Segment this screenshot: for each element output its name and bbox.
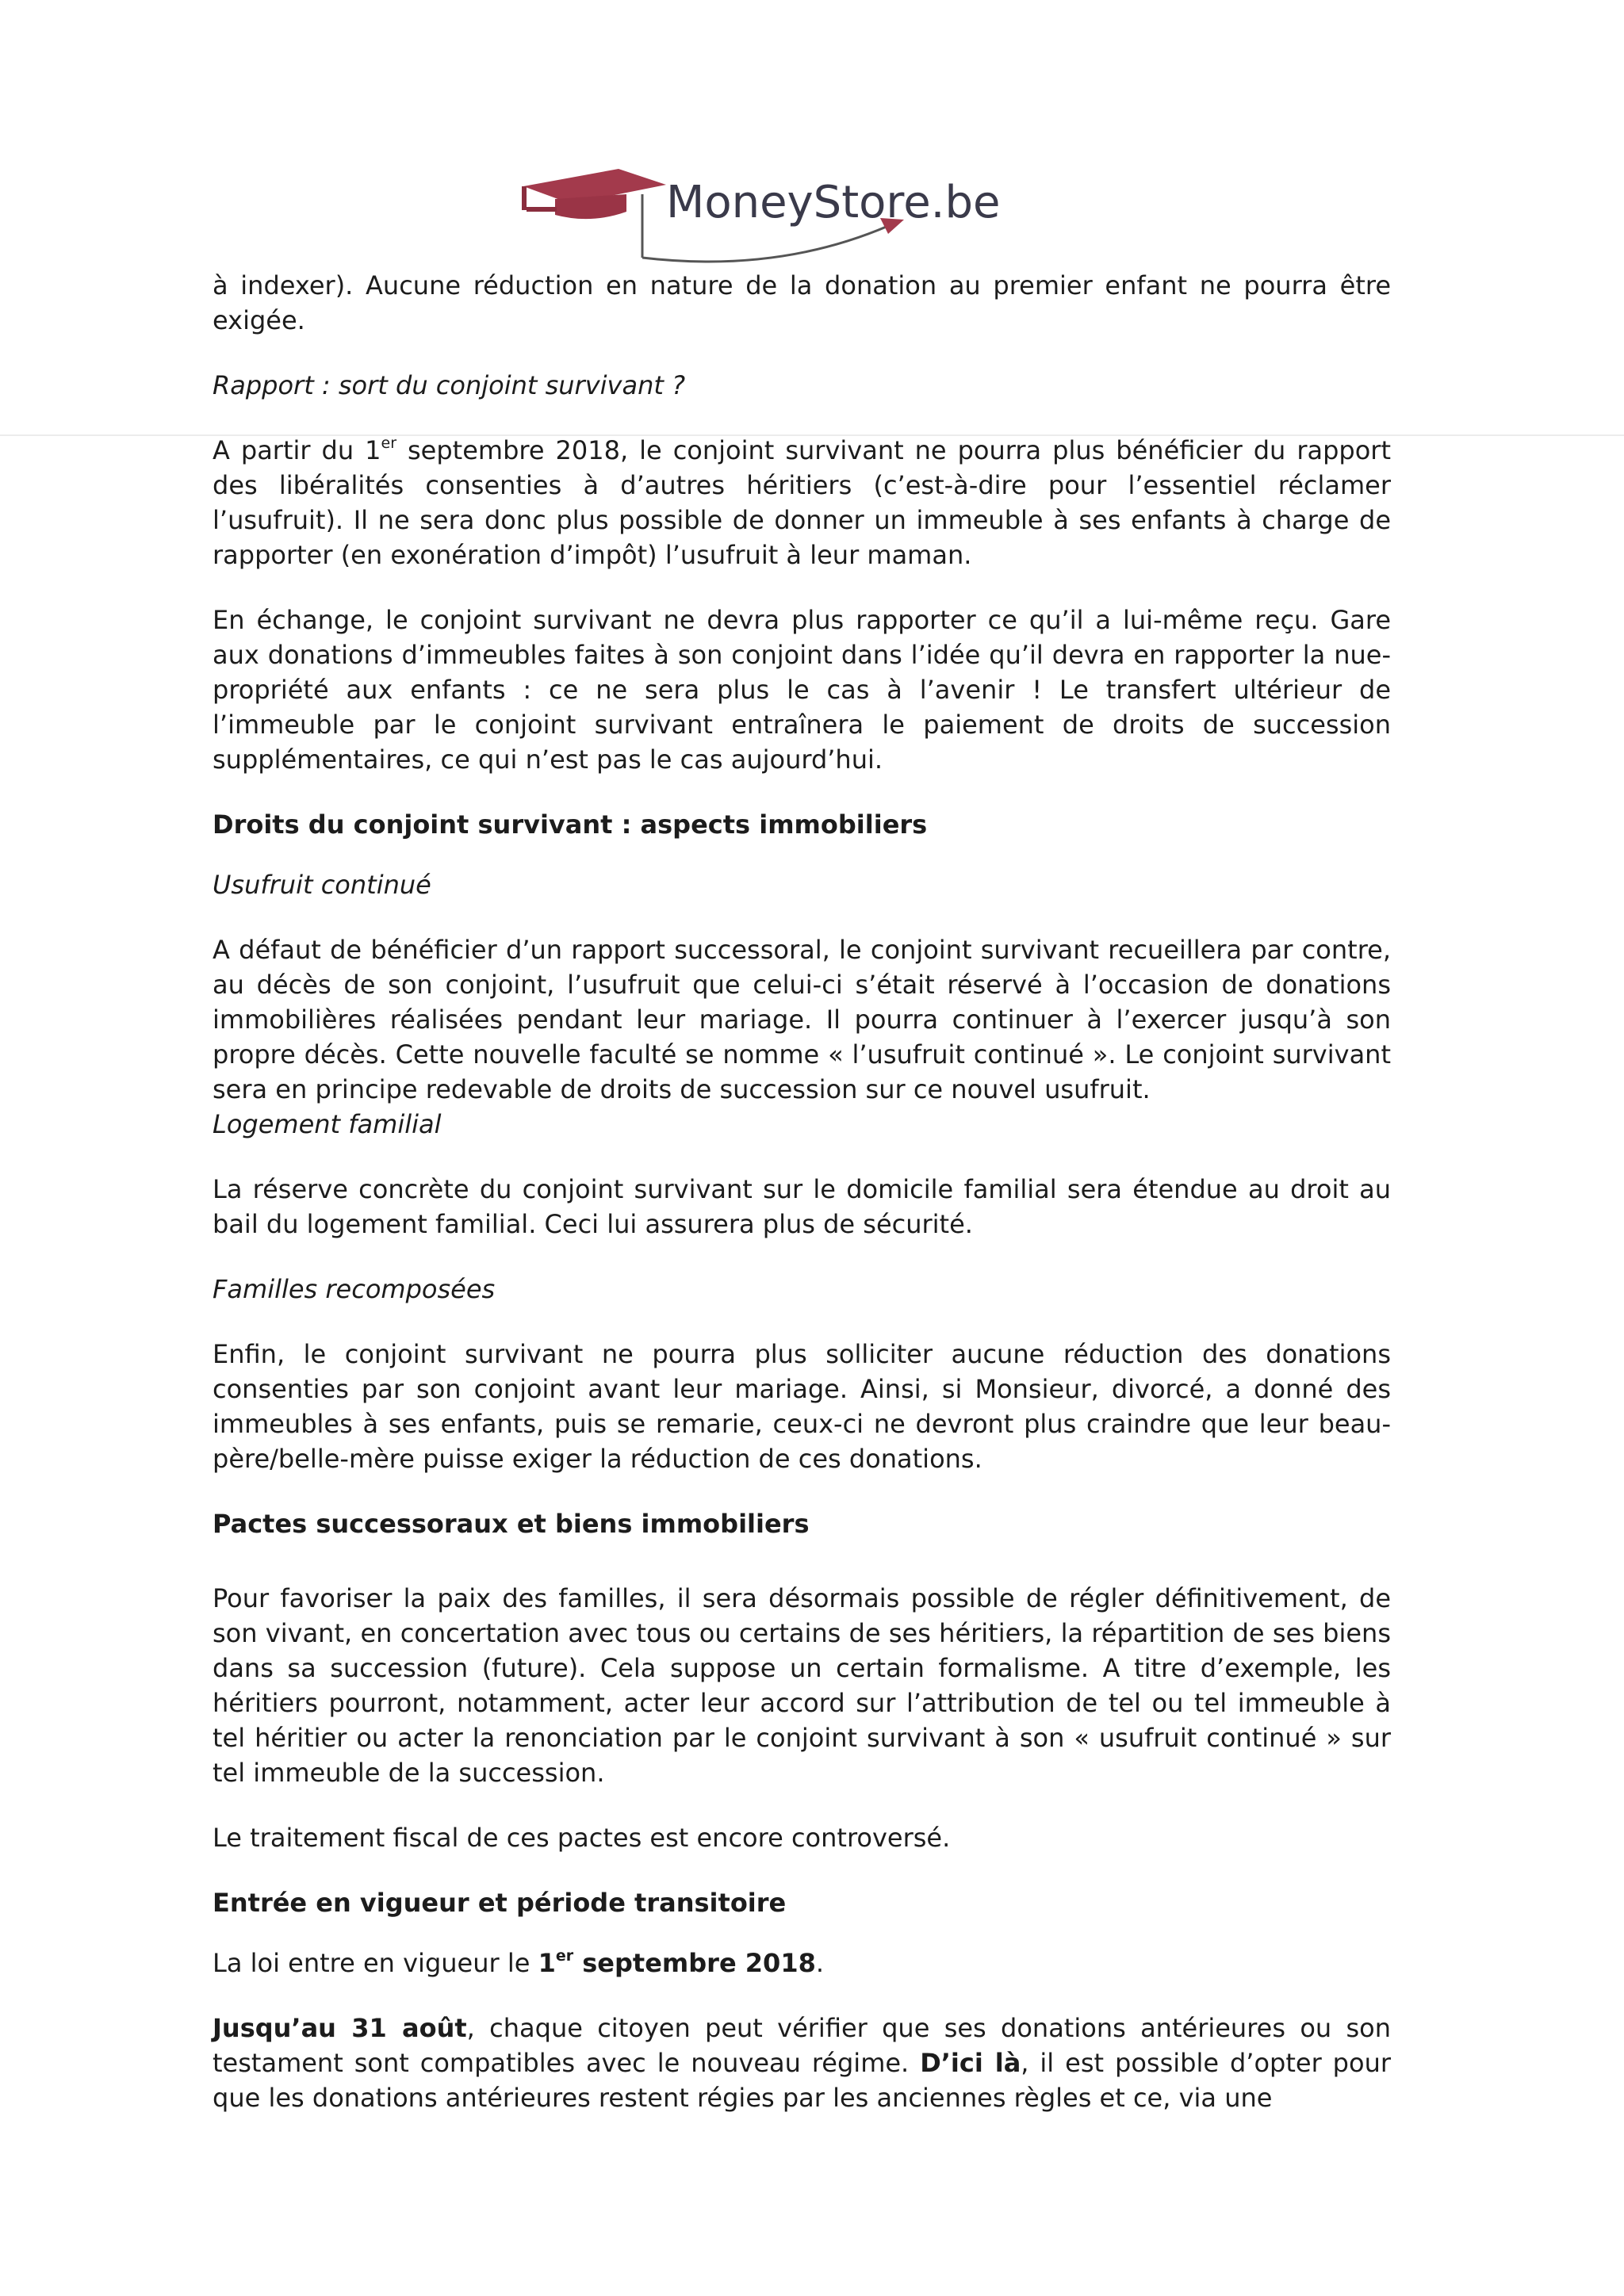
document-body xyxy=(213,268,1391,2145)
paragraph-text: La réserve concrète du conjoint survivant sur le domicile familial sera étendue au droit au bail du logement familial. Ceci lui assurera plus de sécurité. xyxy=(213,1174,1391,1239)
heading-text: Droits du conjoint survivant : aspects immobiliers xyxy=(213,809,928,840)
paragraph xyxy=(213,433,1391,572)
heading-entree xyxy=(213,1885,1391,1920)
paragraph-text: septembre 2018, le conjoint survivant ne pourra plus bénéficier du rapport des libéralités consenties à d’autres héritiers (c’est-à-dire pour l’essentiel réclamer l’usufruit). Il ne sera donc plus possible de donner un immeuble à ses enfants à charge de rapporter (en exonération d’impôt) l’usufruit à leur maman. xyxy=(213,435,1392,570)
paragraph xyxy=(213,268,1391,338)
subheading-text: Usufruit continué xyxy=(213,870,431,900)
logo-text: MoneyStore.be xyxy=(666,177,1001,228)
superscript: er xyxy=(555,1947,574,1965)
paragraph xyxy=(213,1820,1391,1855)
subheading-logement xyxy=(213,1107,1391,1142)
paragraph xyxy=(213,1946,1391,1980)
superscript: er xyxy=(381,434,397,453)
paragraph xyxy=(213,2011,1391,2115)
subheading-rapport xyxy=(213,368,1391,403)
paragraph-text: , il est possible d’opter pour que les donations antérieures restent régies par les anciennes règles et ce, via une xyxy=(213,2048,1392,2113)
paragraph xyxy=(213,1581,1391,1790)
paragraph-text: , chaque citoyen peut vérifier que ses donations antérieures ou son testament sont compatibles avec le nouveau régime. xyxy=(213,2013,1391,2078)
paragraph-text: . xyxy=(815,1948,825,1978)
subheading-text: Familles recomposées xyxy=(213,1274,496,1304)
subheading-text: Rapport : sort du conjoint survivant ? xyxy=(213,370,686,400)
paragraph xyxy=(213,1337,1391,1476)
paragraph-text: Le traitement fiscal de ces pactes est encore controversé. xyxy=(213,1823,951,1853)
paragraph xyxy=(213,1172,1391,1242)
paragraph-text: septembre 2018 xyxy=(573,1948,816,1978)
paragraph-text: Enfin, le conjoint survivant ne pourra plus solliciter aucune réduction des donations consenties par son conjoint avant leur mariage. Ainsi, si Monsieur, divorcé, a donné des immeubles à ses enfants, puis se remarie, ceux-ci ne devront plus craindre que leur beau-père/belle-mère puisse exiger la réduction de ces donations. xyxy=(213,1339,1391,1474)
paragraph-text: A défaut de bénéficier d’un rapport successoral, le conjoint survivant recueillera par contre, au décès de son conjoint, l’usufruit que celui-ci s’était réservé à l’occasion de donations immobilières réalisées pendant leur mariage. Il pourra continuer à l’exercer jusqu’à son propre décès. Cette nouvelle faculté se nomme « l’usufruit continué ». Le conjoint survivant sera en principe redevable de droits de succession sur ce nouvel usufruit. xyxy=(213,935,1391,1104)
heading-text: Pactes successoraux et biens immobiliers xyxy=(213,1509,810,1539)
paragraph xyxy=(213,932,1391,1107)
moneystore-logo xyxy=(515,139,1086,274)
paragraph-text: La loi entre en vigueur le xyxy=(213,1948,538,1978)
subheading-text: Logement familial xyxy=(213,1109,442,1139)
subheading-familles xyxy=(213,1272,1391,1307)
subheading-usufruit xyxy=(213,867,1391,902)
paragraph-text: A partir du 1 xyxy=(213,435,381,465)
paragraph-text: 1 xyxy=(538,1948,556,1978)
paragraph-text: à indexer). Aucune réduction en nature de la donation au premier enfant ne pourra être exigée. xyxy=(213,270,1391,335)
heading-pactes xyxy=(213,1506,1391,1541)
bold-text: Jusqu’au 31 août xyxy=(213,2013,467,2043)
heading-droits xyxy=(213,807,1391,842)
paragraph-text: Pour favoriser la paix des familles, il sera désormais possible de régler définitivement, de son vivant, en concertation avec tous ou certains de ses héritiers, la répartition de ses biens dans sa succession (future). Cela suppose un certain formalisme. A titre d’exemple, les héritiers pourront, notamment, acter leur accord sur l’attribution de tel ou tel immeuble à tel héritier ou acter la renonciation par le conjoint survivant à son « usufruit continué » sur tel immeuble de la succession. xyxy=(213,1583,1391,1788)
paragraph-text: En échange, le conjoint survivant ne devra plus rapporter ce qu’il a lui-même reçu. Gare aux donations d’immeubles faites à son conjoint dans l’idée qu’il devra en rapporter la nue-propriété aux enfants : ce ne sera plus le cas à l’avenir ! Le transfert ultérieur de l’immeuble par le conjoint survivant entraînera le paiement de droits de succession supplémentaires, ce qui n’est pas le cas aujourd’hui. xyxy=(213,605,1391,775)
heading-text: Entrée en vigueur et période transitoire xyxy=(213,1888,787,1918)
paragraph xyxy=(213,603,1391,777)
bold-text: D’ici là xyxy=(920,2048,1021,2078)
